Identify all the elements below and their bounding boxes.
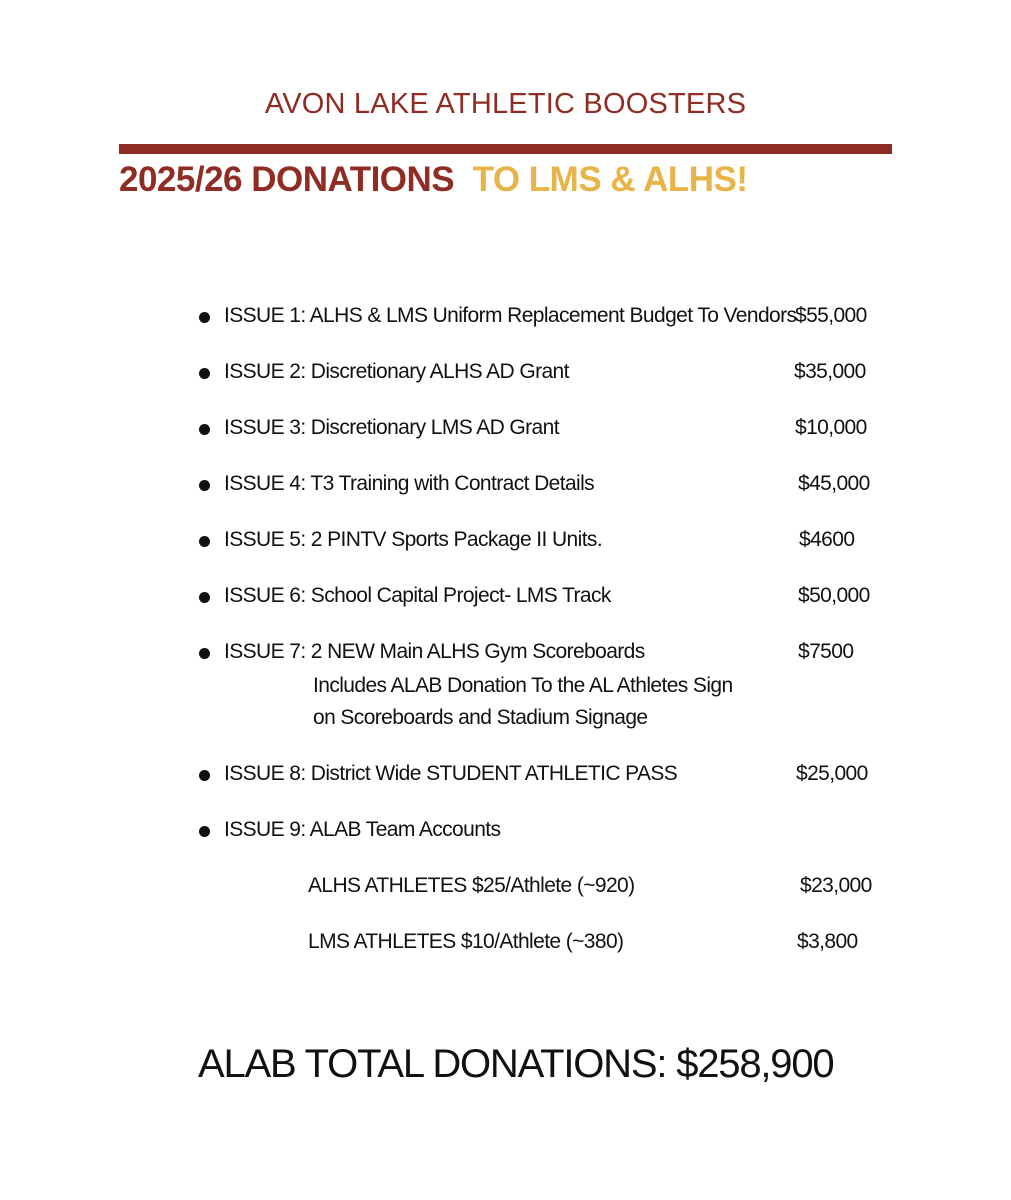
sub-item-alhs-athletes: ALHS ATHLETES $25/Athlete (~920) [308,874,635,897]
issue-label: ISSUE 4: T3 Training with Contract Details [224,472,595,495]
total-donations [198,1042,833,1087]
header-rule [119,144,892,154]
bullet-icon [199,480,210,491]
bullet-icon [199,368,210,379]
sub-item-lms-athletes: LMS ATHLETES $10/Athlete (~380) [308,930,624,953]
bullet-icon [199,312,210,323]
total-amount: $258,900 [676,1042,834,1086]
issue-label: ISSUE 1: ALHS & LMS Uniform Replacement Budget To Vendors [224,304,797,327]
issue-amount: $55,000 [795,304,867,327]
issue-label: ISSUE 5: 2 PINTV Sports Package II Units. [224,528,603,551]
sub-item-lms-amount: $3,800 [797,930,858,953]
issue-amount: $35,000 [794,360,866,383]
issue-label: ISSUE 8: District Wide STUDENT ATHLETIC PASS [224,762,678,785]
bullet-icon [199,648,210,659]
headline-part-1: 2025/26 DONATIONS [119,160,473,199]
sub-item-alhs-amount: $23,000 [800,874,872,897]
headline [119,160,748,200]
issue-label: ISSUE 2: Discretionary ALHS AD Grant [224,360,569,383]
issue-label: ISSUE 6: School Capital Project- LMS Track [224,584,611,607]
org-name: AVON LAKE ATHLETIC BOOSTERS [264,88,747,120]
headline-part-2: TO LMS & ALHS! [472,160,748,199]
issue-label: ISSUE 3: Discretionary LMS AD Grant [224,416,559,439]
issue-amount: $50,000 [798,584,870,607]
issue-amount: $4600 [799,528,855,551]
issue-label: ISSUE 7: 2 NEW Main ALHS Gym Scoreboards [224,640,645,663]
total-label: ALAB TOTAL DONATIONS: [198,1042,667,1086]
issue-amount: $45,000 [798,472,870,495]
issue-7-detail-line-1: Includes ALAB Donation To the AL Athletes Sign [313,674,733,697]
bullet-icon [199,826,210,837]
issue-label: ISSUE 9: ALAB Team Accounts [224,818,501,841]
issue-7-detail-line-2: on Scoreboards and Stadium Signage [313,706,648,729]
issue-amount: $7500 [798,640,854,663]
bullet-icon [199,592,210,603]
issue-amount: $25,000 [796,762,868,785]
bullet-icon [199,424,210,435]
bullet-icon [199,536,210,547]
bullet-icon [199,770,210,781]
issue-amount: $10,000 [795,416,867,439]
